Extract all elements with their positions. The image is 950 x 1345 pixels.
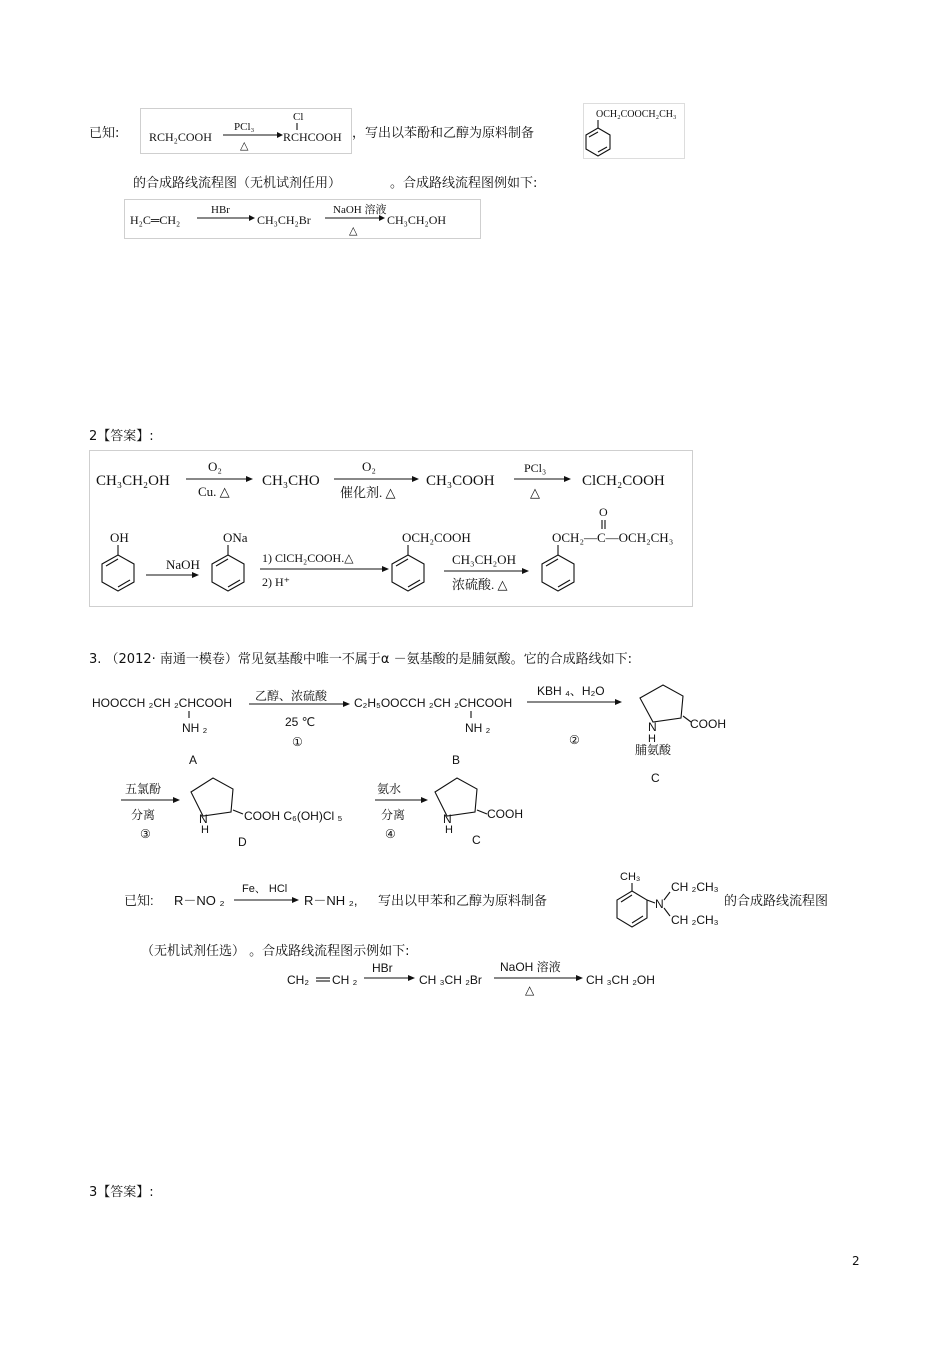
q3-C1-nh: N [648, 720, 657, 734]
ex1-r1: HBr [211, 204, 230, 216]
q3-C2-nh: H [445, 824, 453, 836]
q3-C2-cooh: COOH [487, 807, 523, 821]
a2-s3: CH₃COOH [426, 473, 495, 489]
known-label: 已知: [89, 126, 120, 141]
q3-line-note: （无机试剂任选） 。合成路线流程图示例如下: [141, 944, 410, 959]
q3-D-nh: H [201, 824, 209, 836]
q3-known-text: 写出以甲苯和乙醇为原料制备 [378, 893, 548, 908]
known-reactant: RCH₂COOH [149, 130, 212, 144]
answer2-figure [89, 450, 693, 607]
a2-c3: △ [530, 485, 540, 500]
q3-ex-r1: HBr [372, 961, 393, 975]
svg-text:H: H [648, 733, 656, 745]
answer3-label: 3【答案】: [89, 1185, 154, 1200]
q3-step4-num: ④ [385, 827, 396, 841]
q3-step4-top: 氨水 [377, 782, 402, 796]
q3-target-et1: CH ₂CH₃ [671, 880, 719, 894]
a2-p3: OCH₂COOH [402, 530, 471, 545]
known-text-after: ，写出以苯酚和乙醇为原料制备 [352, 126, 535, 141]
known-condition: △ [240, 140, 249, 152]
example-route-1 [124, 199, 481, 239]
q3-target-ch3: CH₃ [620, 871, 641, 883]
q3-B-formula: C₂H₅OOCCH ₂CH ₂CHCOOH [354, 696, 513, 710]
a2-s2: CH₃CHO [262, 473, 320, 489]
ex1-s3: CH₃CH₂OH [387, 213, 447, 227]
q3-step2-num: ② [569, 733, 580, 747]
q3-C2-label: C [472, 833, 481, 847]
a2-p4-o: O [599, 505, 608, 519]
a2-oh: OH [110, 530, 129, 545]
q3-step4-bottom: 分离 [381, 808, 406, 822]
q3-A-label: A [189, 753, 198, 767]
q3-ex-s1: CH₂ [287, 973, 309, 987]
a2-row2-r3: CH₃CH₂OH [452, 552, 516, 567]
q3-known-tail: 的合成路线流程图 [724, 893, 829, 908]
a2-c2: 催化剂. △ [340, 485, 396, 500]
a2-row2-r1: NaOH [166, 557, 200, 572]
q3-B-label: B [452, 753, 461, 767]
a2-s1: CH₃CH₂OH [96, 473, 170, 489]
known-reagent: PCl₃ [234, 121, 255, 133]
q3-ex-s2: CH ₃CH ₂Br [419, 973, 482, 987]
a2-row2-c3: 浓硫酸. △ [452, 577, 508, 592]
a2-p4: OCH₂—C—OCH₂CH₃ [552, 530, 674, 545]
q3-C1-label: C [651, 771, 660, 785]
target-molecule-label: OCH₂COOCH₂CH₃ [596, 109, 677, 120]
q3-ex-c2: △ [525, 983, 535, 996]
q3-B-nh2: NH ₂ [465, 721, 491, 735]
q3-known-left: R－NO ₂ [174, 893, 225, 908]
a2-row2-r2b: 2) H⁺ [262, 575, 290, 589]
known-line2: 的合成路线流程图（无机试剂任用） [133, 176, 342, 191]
a2-s4: ClCH₂COOH [582, 473, 665, 489]
a2-ona: ONa [223, 530, 248, 545]
q3-A-nh2: NH ₂ [182, 721, 208, 735]
a2-row2-r2a: 1) ClCH₂COOH.△ [262, 551, 354, 565]
q3-step3-bottom: 分离 [131, 808, 156, 822]
q3-C1-name: 脯氨酸 [635, 743, 672, 757]
q3-C1-cooh: COOH [690, 717, 726, 731]
known-reaction-figure [140, 108, 352, 154]
q3-A-formula: HOOCCH ₂CH ₂CHCOOH [92, 696, 232, 710]
q3-ex-s3: CH ₃CH ₂OH [586, 973, 655, 987]
q3-D-label: D [238, 835, 247, 849]
q3-ex-r2: NaOH 溶液 [500, 960, 561, 974]
q3-title: 3. （2012· 南通一模卷）常见氨基酸中唯一不属于α －氨基酸的是脯氨酸。它的合成路线如下: [89, 652, 632, 667]
a2-c1: Cu. △ [198, 484, 230, 499]
page-number: 2 [852, 1254, 860, 1268]
q3-known-right: R－NH ₂, [304, 893, 358, 908]
answer2-label: 2【答案】: [89, 429, 154, 444]
known-product: RCHCOOH [283, 130, 342, 144]
q3-ex-s1b: CH ₂ [332, 973, 358, 987]
target-molecule-1 [583, 103, 685, 159]
q3-step1-top: 乙醇、浓硫酸 [255, 689, 328, 703]
a2-r1: O₂ [208, 459, 222, 474]
q3-step1-num: ① [292, 735, 303, 749]
q3-step2-top: KBH ₄、H₂O [537, 684, 605, 698]
a2-r2: O₂ [362, 459, 376, 474]
q3-step1-bottom: 25 ℃ [285, 715, 316, 729]
ex1-s2: CH₃CH₂Br [257, 213, 311, 227]
q3-target-n: N [655, 897, 664, 911]
q3-known-label: 已知: [124, 893, 154, 908]
q3-step3-num: ③ [140, 827, 151, 841]
ex1-r2: NaOH 溶液 [333, 204, 387, 216]
svg-text:N: N [443, 812, 452, 826]
known-line2b: 。合成路线流程图例如下: [390, 176, 538, 191]
ex1-s1: H₂C═CH₂ [130, 213, 181, 227]
q3-route [85, 676, 865, 856]
svg-text:N: N [199, 812, 208, 826]
q3-known [120, 866, 860, 932]
q3-target-et2: CH ₂CH₃ [671, 913, 719, 927]
q3-example-route [280, 956, 680, 996]
known-substituent: Cl [293, 111, 304, 123]
q3-step3-top: 五氯酚 [125, 782, 162, 796]
a2-r3: PCl₃ [524, 461, 547, 475]
q3-D-cooh: COOH C₆(OH)Cl ₅ [244, 809, 343, 823]
ex1-c2: △ [349, 225, 358, 237]
q3-known-reagent: Fe、 HCl [242, 883, 288, 895]
